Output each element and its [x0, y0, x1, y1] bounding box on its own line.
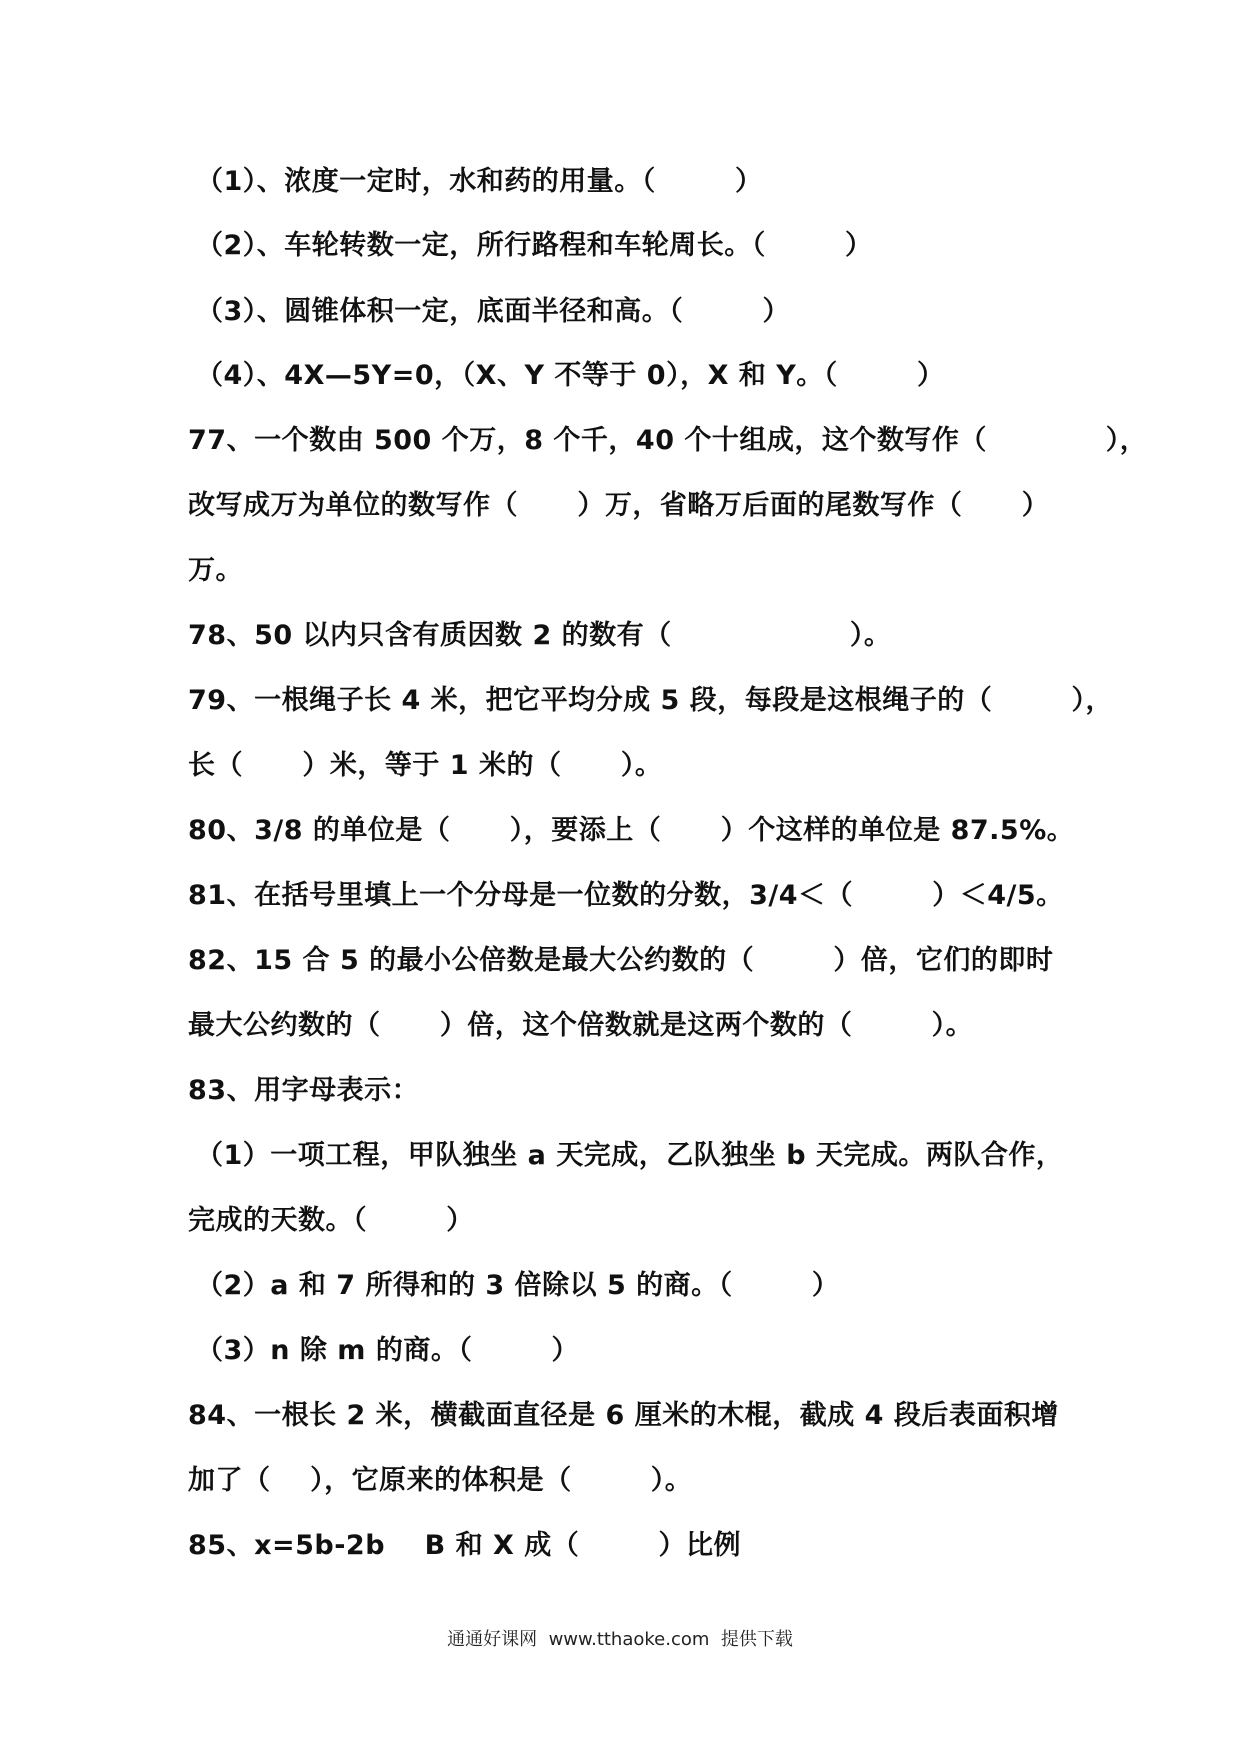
question-82-line-1: 82、15 合 5 的最小公倍数是最大公约数的（ ）倍，它们的即时	[188, 945, 1054, 976]
question-83-title: 83、用字母表示：	[188, 1075, 420, 1106]
question-78: 78、50 以内只含有质因数 2 的数有（ ）。	[188, 620, 892, 651]
question-79-line-2: 长（ ）米，等于 1 米的（ ）。	[188, 750, 663, 781]
question-80: 80、3/8 的单位是（ ），要添上（ ）个这样的单位是 87.5%。	[188, 815, 1075, 846]
question-83-part-2: （2）a 和 7 所得和的 3 倍除以 5 的商。（ ）	[196, 1270, 840, 1301]
question-77-line-2: 改写成万为单位的数写作（ ）万，省略万后面的尾数写作（ ）	[188, 490, 1050, 521]
question-84-line-1: 84、一根长 2 米，横截面直径是 6 厘米的木棍，截成 4 段后表面积增	[188, 1400, 1059, 1431]
question-79-line-1: 79、一根绳子长 4 米，把它平均分成 5 段，每段是这根绳子的（ ），	[188, 685, 1113, 716]
question-84-line-2: 加了（ ），它原来的体积是（ ）。	[188, 1465, 693, 1496]
question-81: 81、在括号里填上一个分母是一位数的分数，3/4＜（ ）＜4/5。	[188, 880, 1064, 911]
question-77-line-3: 万。	[188, 555, 243, 586]
question-76-part-4: （4）、4X—5Y=0，（X、Y 不等于 0），X 和 Y。（ ）	[196, 360, 945, 391]
page-footer: 通通好课网 www.tthaoke.com 提供下载	[447, 1629, 793, 1650]
question-85: 85、x=5b-2b B 和 X 成（ ）比例	[188, 1530, 741, 1561]
question-83-part-3: （3）n 除 m 的商。（ ）	[196, 1335, 580, 1366]
question-76-part-2: （2）、车轮转数一定，所行路程和车轮周长。（ ）	[196, 230, 873, 261]
question-83-part-1-line-2: 完成的天数。（ ）	[188, 1205, 474, 1236]
question-76-part-1: （1）、浓度一定时，水和药的用量。（ ）	[196, 166, 763, 197]
question-83-part-1-line-1: （1）一项工程，甲队独坐 a 天完成，乙队独坐 b 天完成。两队合作，	[196, 1140, 1064, 1171]
question-76-part-3: （3）、圆锥体积一定，底面半径和高。（ ）	[196, 296, 790, 327]
question-77-line-1: 77、一个数由 500 个万，8 个千，40 个十组成，这个数写作（ ），	[188, 425, 1148, 456]
question-82-line-2: 最大公约数的（ ）倍，这个倍数就是这两个数的（ ）。	[188, 1010, 974, 1041]
